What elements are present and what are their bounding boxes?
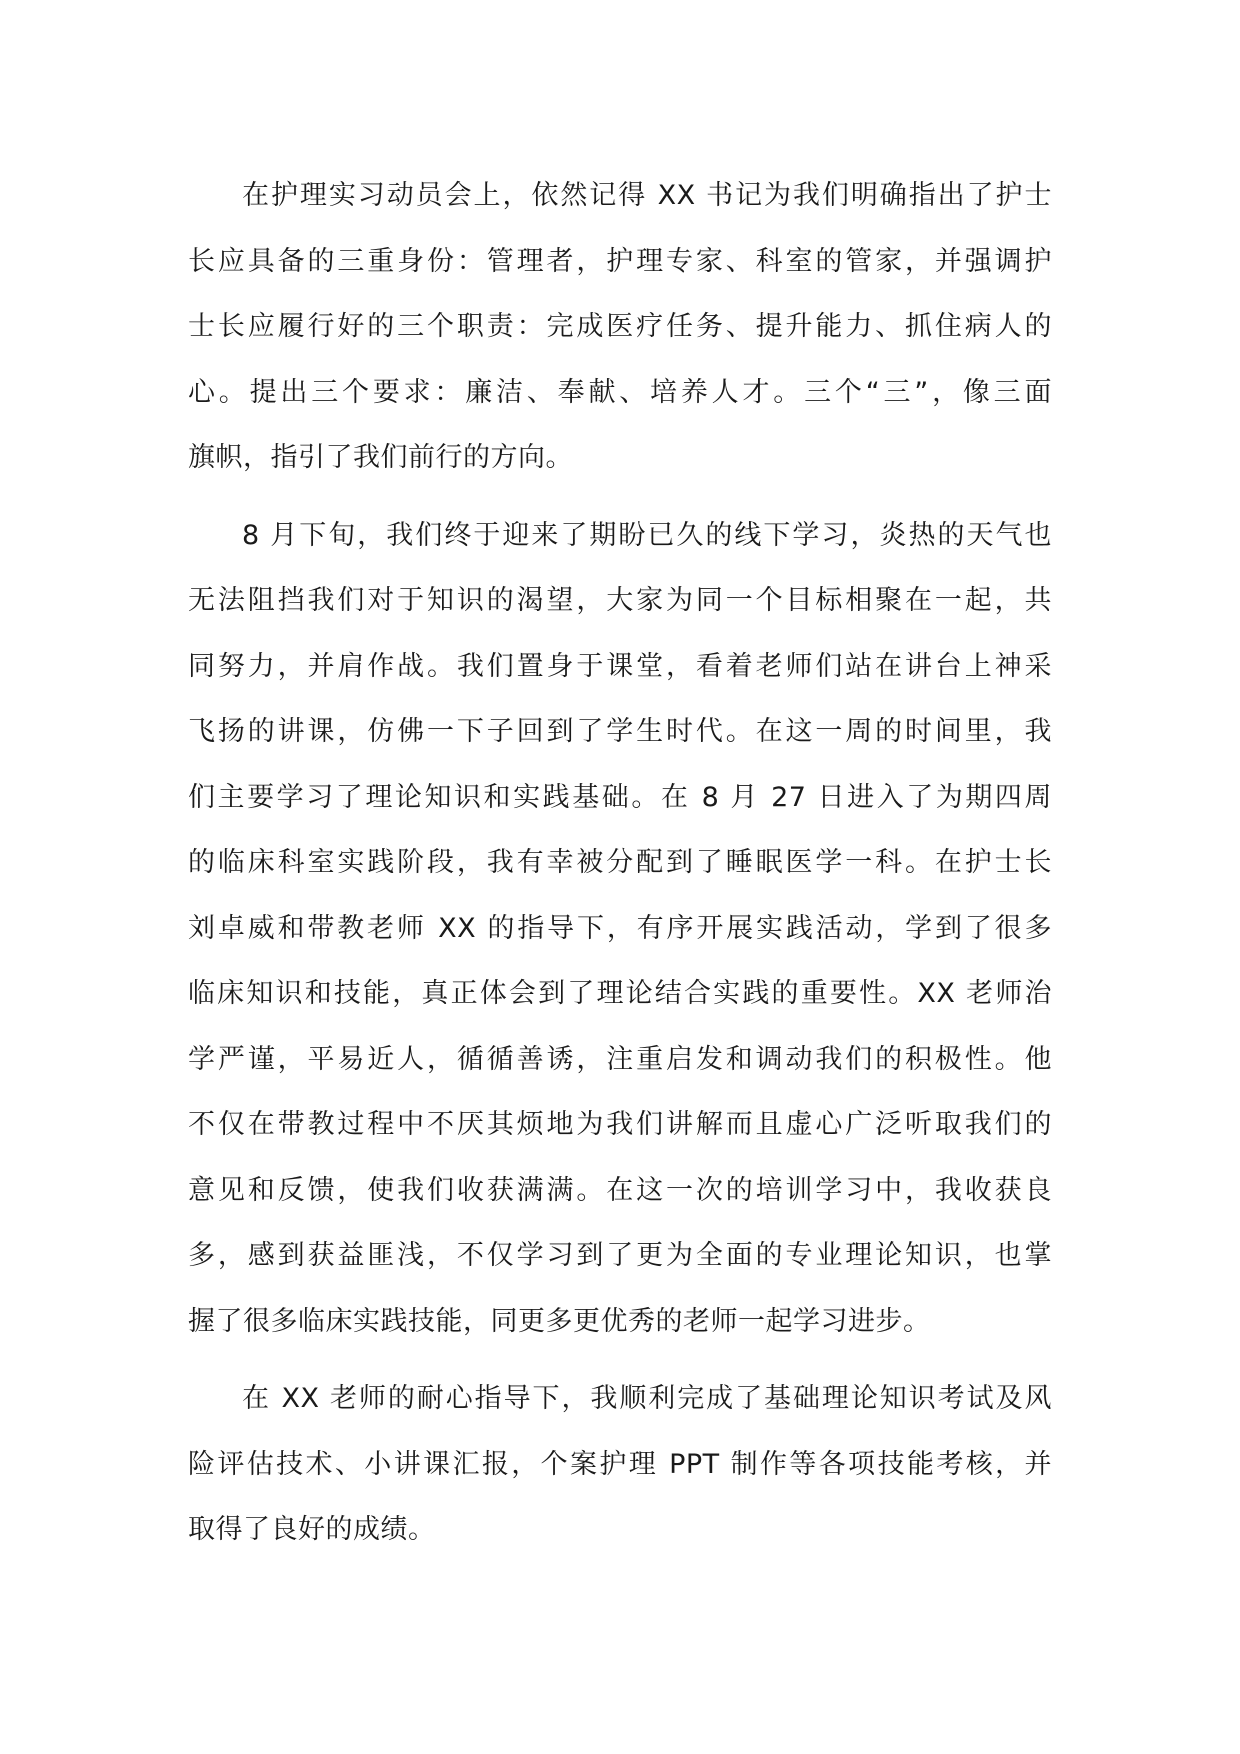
- text-line: 不仅在带教过程中不厌其烦地为我们讲解而且虚心广泛听取我们的: [188, 1109, 1052, 1140]
- text-line: 意见和反馈，使我们收获满满。在这一次的培训学习中，我收获良: [188, 1174, 1052, 1206]
- text-line: 握了很多临床实践技能，同更多更优秀的老师一起学习进步。: [188, 1305, 931, 1337]
- text-line: 取得了良好的成绩。: [188, 1514, 436, 1545]
- paragraph-1: [188, 163, 1052, 491]
- document-page: [188, 163, 1052, 1575]
- text-line: 同努力，并肩作战。我们置身于课堂，看着老师们站在讲台上神采: [188, 650, 1052, 682]
- text-line: 的临床科室实践阶段，我有幸被分配到了睡眠医学一科。在护士长: [188, 847, 1052, 878]
- text-line: 旗帜，指引了我们前行的方向。: [188, 442, 573, 473]
- text-line: 士长应履行好的三个职责：完成医疗任务、提升能力、抓住病人的: [188, 311, 1052, 342]
- text-line: 无法阻挡我们对于知识的渴望，大家为同一个目标相聚在一起，共: [188, 585, 1052, 616]
- text-line: 刘卓威和带教老师 XX 的指导下，有序开展实践活动，学到了很多: [188, 912, 1052, 944]
- text-line: 心。提出三个要求：廉洁、奉献、培养人才。三个“三”，像三面: [188, 376, 1052, 408]
- text-line: 在 XX 老师的耐心指导下，我顺利完成了基础理论知识考试及风: [242, 1383, 1052, 1414]
- text-line: 长应具备的三重身份：管理者，护理专家、科室的管家，并强调护: [188, 245, 1052, 277]
- text-line: 8 月下旬，我们终于迎来了期盼已久的线下学习，炎热的天气也: [242, 519, 1052, 551]
- text-line: 们主要学习了理论知识和实践基础。在 8 月 27 日进入了为期四周: [188, 781, 1052, 813]
- text-line: 多，感到获益匪浅，不仅学习到了更为全面的专业理论知识，也掌: [188, 1240, 1052, 1271]
- text-line: 飞扬的讲课，仿佛一下子回到了学生时代。在这一周的时间里，我: [188, 716, 1052, 747]
- text-line: 临床知识和技能，真正体会到了理论结合实践的重要性。XX 老师治: [188, 978, 1052, 1009]
- text-line: 险评估技术、小讲课汇报，个案护理 PPT 制作等各项技能考核，并: [188, 1448, 1052, 1480]
- paragraph-3: [188, 1366, 1052, 1563]
- text-line: 在护理实习动员会上，依然记得 XX 书记为我们明确指出了护士: [242, 180, 1052, 211]
- text-line: 学严谨，平易近人，循循善诱，注重启发和调动我们的积极性。他: [188, 1043, 1052, 1075]
- paragraph-2: [188, 503, 1052, 1355]
